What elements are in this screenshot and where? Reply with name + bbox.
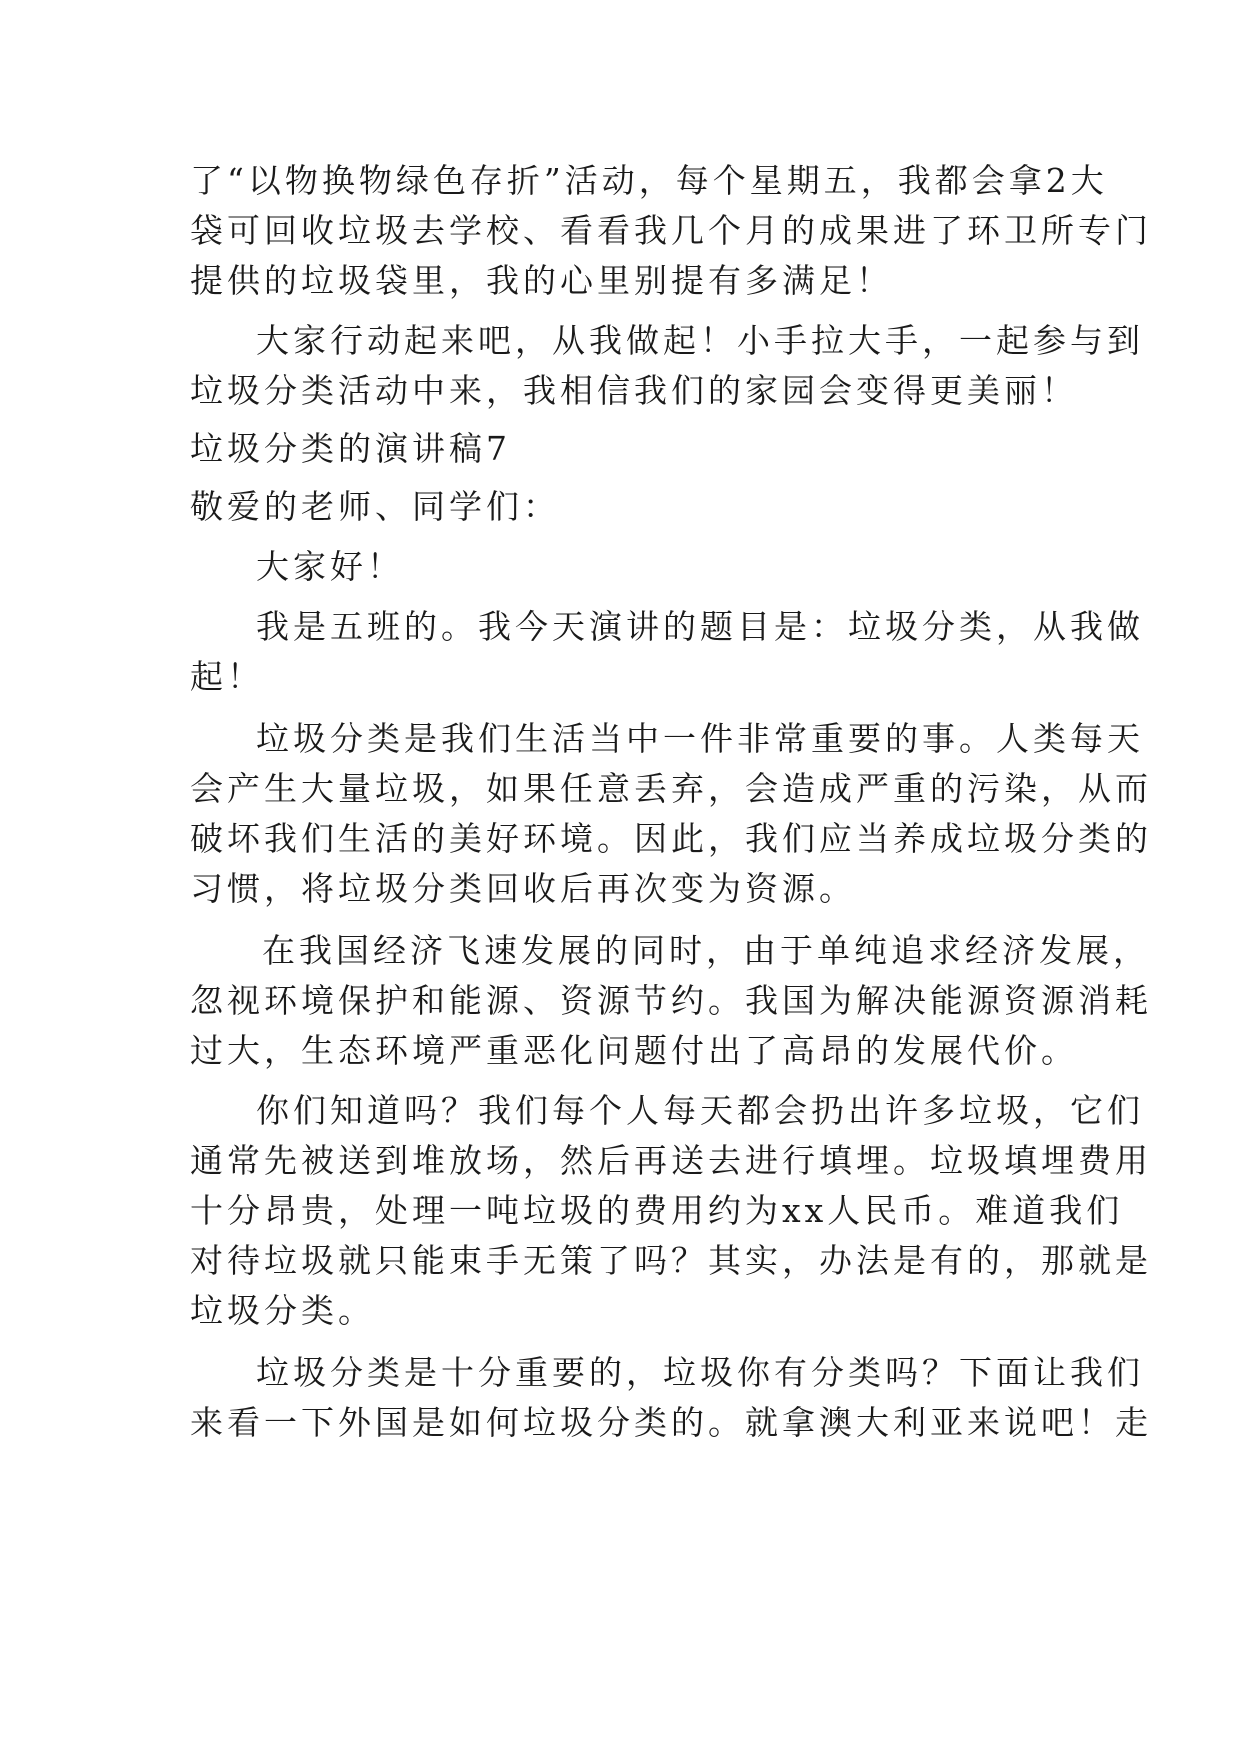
text-line: 垃圾分类是我们生活当中一件非常重要的事。人类每天 [256, 719, 1144, 758]
text-line: 袋可回收垃圾去学校、看看我几个月的成果进了环卫所专门 [190, 211, 1152, 250]
text-line: 来看一下外国是如何垃圾分类的。就拿澳大利亚来说吧！走 [190, 1403, 1152, 1442]
greeting: 大家好！ [256, 547, 404, 586]
text-line: 起！ [190, 657, 264, 696]
text-line: 十分昂贵，处理一吨垃圾的费用约为xx人民币。难道我们 [190, 1191, 1124, 1230]
text-line: 垃圾分类。 [190, 1291, 375, 1330]
text-line: 垃圾分类是十分重要的，垃圾你有分类吗？下面让我们 [256, 1353, 1144, 1392]
text-line: 你们知道吗？我们每个人每天都会扔出许多垃圾，它们 [256, 1091, 1144, 1130]
text-line: 垃圾分类活动中来，我相信我们的家园会变得更美丽！ [190, 371, 1078, 410]
text-line: 对待垃圾就只能束手无策了吗？其实，办法是有的，那就是 [190, 1241, 1152, 1280]
text-line: 过大，生态环境严重恶化问题付出了高昂的发展代价。 [190, 1031, 1078, 1070]
text-line: 破坏我们生活的美好环境。因此，我们应当养成垃圾分类的 [190, 819, 1152, 858]
salutation: 敬爱的老师、同学们： [190, 487, 560, 526]
text-line: 了“以物换物绿色存折”活动，每个星期五，我都会拿2大 [190, 161, 1108, 200]
text-line: 大家行动起来吧，从我做起！小手拉大手，一起参与到 [256, 321, 1144, 360]
text-line: 忽视环境保护和能源、资源节约。我国为解决能源资源消耗 [190, 981, 1152, 1020]
text-line: 我是五班的。我今天演讲的题目是：垃圾分类，从我做 [256, 607, 1144, 646]
text-line: 提供的垃圾袋里，我的心里别提有多满足！ [190, 261, 893, 300]
text-line: 会产生大量垃圾，如果任意丢弃，会造成严重的污染，从而 [190, 769, 1152, 808]
text-line: 在我国经济飞速发展的同时，由于单纯追求经济发展， [262, 931, 1150, 970]
text-line: 通常先被送到堆放场，然后再送去进行填埋。垃圾填埋费用 [190, 1141, 1152, 1180]
document-body [190, 156, 1152, 1448]
text-line: 习惯，将垃圾分类回收后再次变为资源。 [190, 869, 856, 908]
section-heading: 垃圾分类的演讲稿7 [190, 429, 511, 468]
